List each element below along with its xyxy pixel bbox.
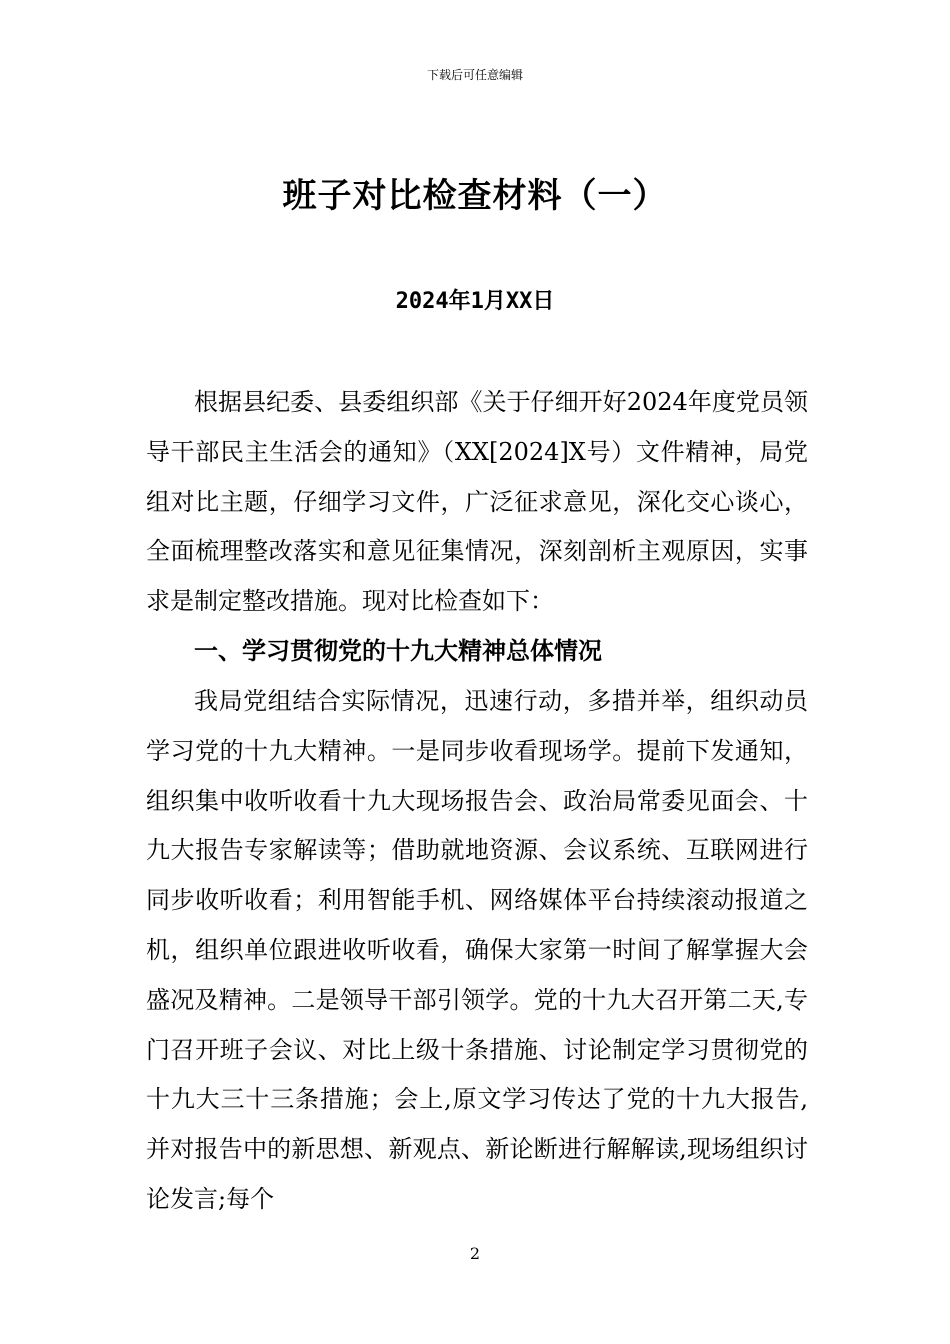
page-number: 2 — [469, 1244, 481, 1263]
document-date: 2024年1月XX日 — [395, 289, 555, 314]
intro-paragraph: 根据县纪委、县委组织部《关于仔细开好2024年度党员领导干部民主生活会的通知》（XX[2024]X号）文件精神，局党组对比主题，仔细学习文件，广泛征求意见，深化交心谈心，全面梳理整改落实和意见征集情况，深刻剖析主观原因，实事求是制定整改措施。现对比检查如下： — [146, 388, 808, 616]
section-heading: 一、学习贯彻党的十九大精神总体情况 — [194, 637, 602, 665]
document-title: 班子对比检查材料（一） — [282, 176, 668, 216]
section-paragraph: 我局党组结合实际情况，迅速行动，多措并举，组织动员学习党的十九大精神。一是同步收看现场学。提前下发通知，组织集中收听收看十九大现场报告会、政治局常委见面会、十九大报告专家解读等；借助就地资源、会议系统、互联网进行同步收听收看；利用智能手机、网络媒体平台持续滚动报道之机，组织单位跟进收听收看，确保大家第一时间了解掌握大会盛况及精神。二是领导干部引领学。党的十九大召开第二天,专门召开班子会议、对比上级十条措施、讨论制定学习贯彻党的十九大三十三条措施；会上,原文学习传达了党的十九大报告,并对报告中的新思想、新观点、新论断进行解解读,现场组织讨论发言;每个 — [146, 687, 808, 1213]
download-editable-note: 下载后可任意编辑 — [426, 68, 523, 82]
